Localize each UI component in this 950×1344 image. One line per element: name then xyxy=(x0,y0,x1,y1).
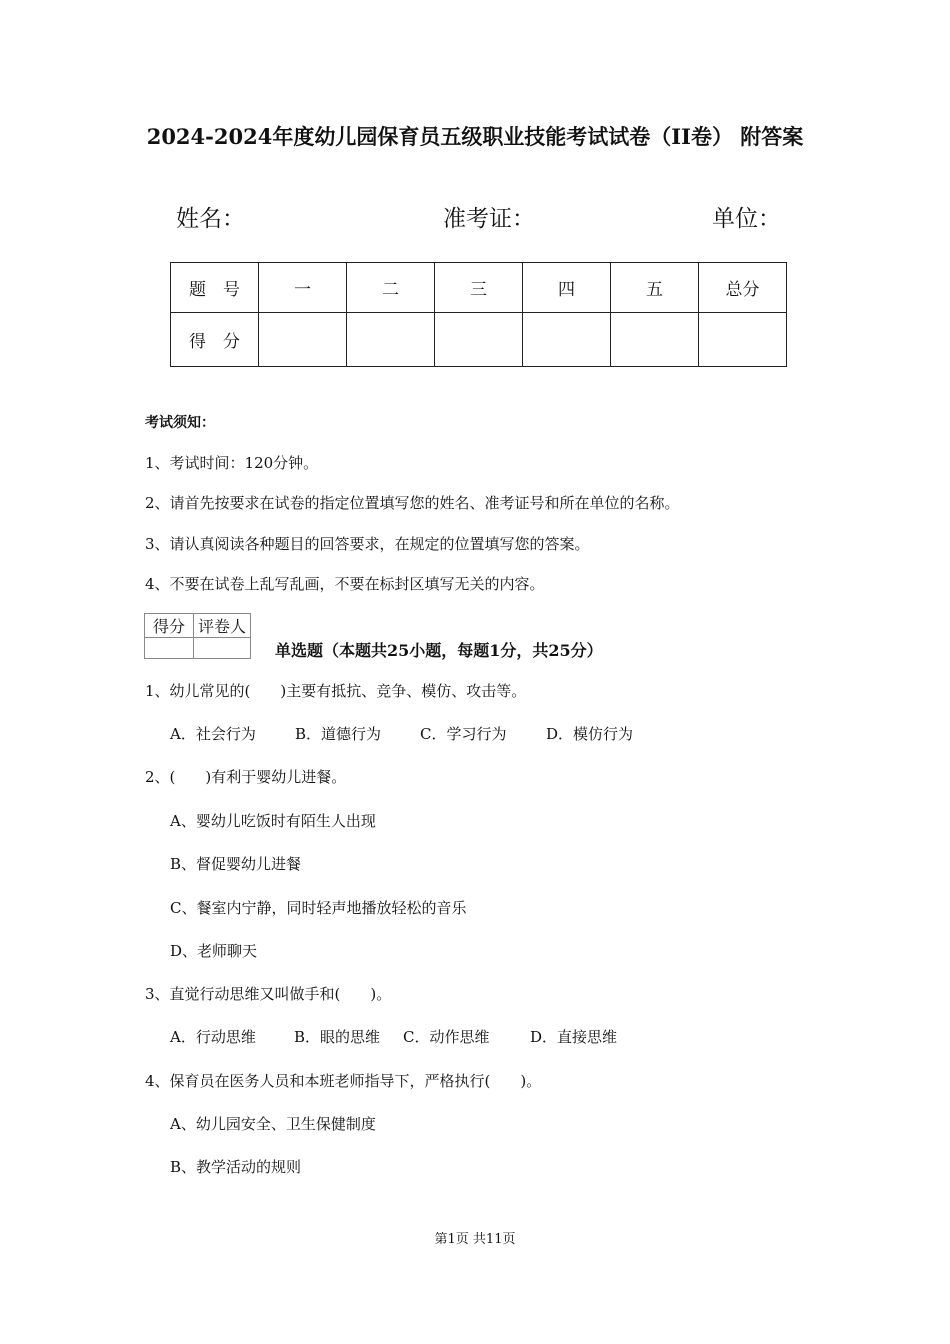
score-cell[interactable] xyxy=(259,313,347,367)
notice-item: 2、请首先按要求在试卷的指定位置填写您的姓名、准考证号和所在单位的名称。 xyxy=(145,494,680,512)
question-option: D．直接思维 xyxy=(530,1028,618,1046)
score-cell[interactable] xyxy=(347,313,435,367)
question-option: A、幼儿园安全、卫生保健制度 xyxy=(170,1115,376,1133)
notice-item: 4、不要在试卷上乱写乱画，不要在标封区填写无关的内容。 xyxy=(145,575,545,593)
question-option: A．行动思维 xyxy=(170,1028,256,1046)
question-option: A．社会行为 xyxy=(170,725,256,743)
grader-name-cell[interactable] xyxy=(194,638,251,659)
question-option: B、督促婴幼儿进餐 xyxy=(170,855,302,873)
score-header-cell: 四 xyxy=(523,263,611,313)
notice-item: 3、请认真阅读各种题目的回答要求，在规定的位置填写您的答案。 xyxy=(145,535,590,553)
score-header-cell: 总分 xyxy=(699,263,787,313)
notice-title: 考试须知： xyxy=(145,415,215,431)
section-title: 单选题（本题共25小题，每题1分，共25分） xyxy=(275,641,603,660)
grader-score-label: 得分 xyxy=(145,614,194,638)
score-header-cell: 一 xyxy=(259,263,347,313)
question-option: B．眼的思维 xyxy=(294,1028,381,1046)
score-cell[interactable] xyxy=(699,313,787,367)
score-table xyxy=(170,262,787,367)
grader-score-cell[interactable] xyxy=(145,638,194,659)
score-row-label: 得 分 xyxy=(171,313,259,367)
question-stem: 1、幼儿常见的( )主要有抵抗、竞争、模仿、攻击等。 xyxy=(145,682,527,700)
grader-table xyxy=(144,613,251,659)
exam-id-label: 准考证： xyxy=(443,206,535,232)
question-option: D、老师聊天 xyxy=(170,942,258,960)
score-cell[interactable] xyxy=(611,313,699,367)
score-header-cell: 二 xyxy=(347,263,435,313)
question-stem: 2、( )有利于婴幼儿进餐。 xyxy=(145,768,347,786)
grader-name-label: 评卷人 xyxy=(194,614,251,638)
question-option: B．道德行为 xyxy=(295,725,382,743)
question-option: A、婴幼儿吃饭时有陌生人出现 xyxy=(170,812,376,830)
score-cell[interactable] xyxy=(523,313,611,367)
score-table-score-row xyxy=(171,313,787,367)
question-option: C．学习行为 xyxy=(420,725,507,743)
score-cell[interactable] xyxy=(435,313,523,367)
question-option: D．模仿行为 xyxy=(546,725,634,743)
score-header-cell: 五 xyxy=(611,263,699,313)
question-option: B、教学活动的规则 xyxy=(170,1158,302,1176)
unit-label: 单位： xyxy=(712,206,781,232)
score-header-cell: 三 xyxy=(435,263,523,313)
notice-item: 1、考试时间：120分钟。 xyxy=(145,454,319,472)
score-table-header-row xyxy=(171,263,787,313)
question-option: C．动作思维 xyxy=(403,1028,490,1046)
question-option: C、餐室内宁静，同时轻声地播放轻松的音乐 xyxy=(170,899,467,917)
score-header-cell: 题 号 xyxy=(171,263,259,313)
document-title: 2024-2024年度幼儿园保育员五级职业技能考试试卷（II卷） 附答案 xyxy=(146,124,804,149)
question-stem: 4、保育员在医务人员和本班老师指导下，严格执行( )。 xyxy=(145,1072,542,1090)
question-stem: 3、直觉行动思维又叫做手和( )。 xyxy=(145,985,392,1003)
name-label: 姓名： xyxy=(176,206,245,232)
page-footer: 第1页 共11页 xyxy=(434,1232,516,1247)
